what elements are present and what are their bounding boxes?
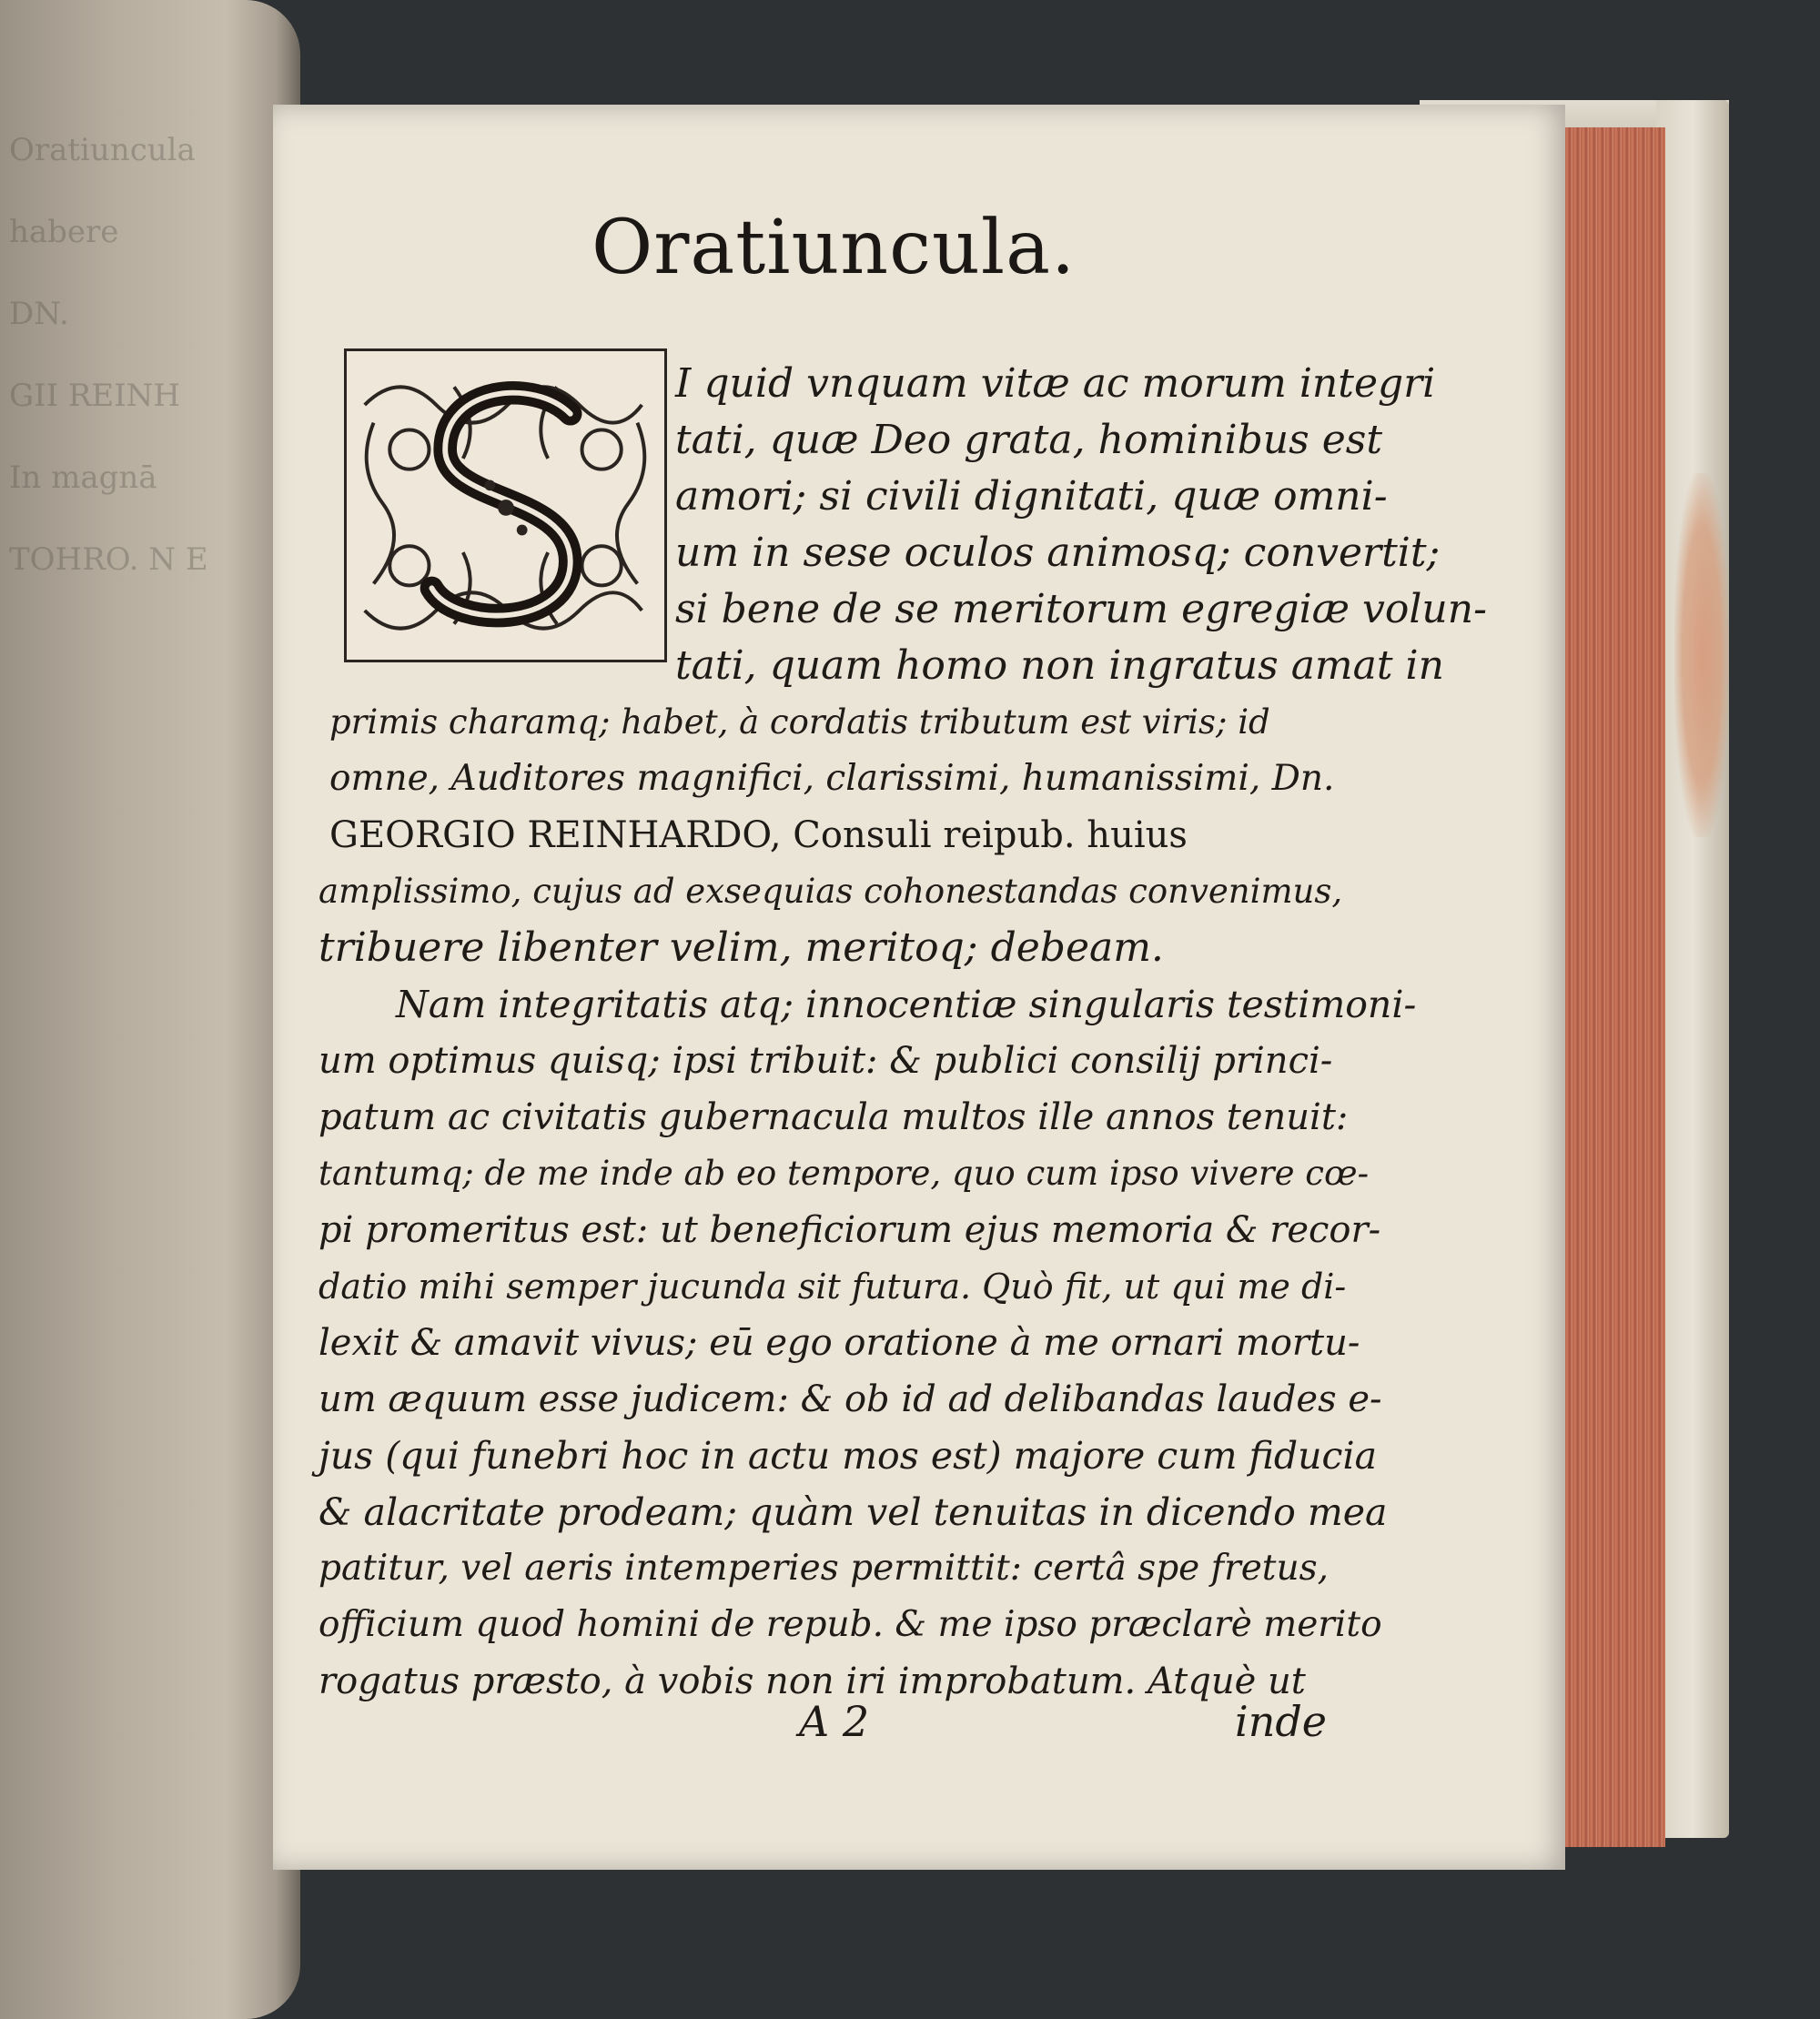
text-line: amori; si civili dignitati, quæ omni- <box>675 473 1388 520</box>
ghost-line: GII REINH <box>9 378 181 414</box>
text-line: GEORGIO REINHARDO, Consuli reipub. huius <box>329 814 1188 856</box>
ornamental-initial-icon <box>347 351 664 660</box>
signature-mark: A 2 <box>799 1697 870 1746</box>
facing-left-page <box>0 0 300 2019</box>
text-line: I quid vnquam vitæ ac morum integri <box>675 360 1436 407</box>
cover-stain <box>1674 473 1729 837</box>
text-line: amplissimo, cujus ad exsequias cohonestandas convenimus, <box>318 872 1343 911</box>
text-line: datio mihi semper jucunda sit futura. Quò fit, ut qui me di- <box>318 1267 1347 1307</box>
text-line: um optimus quisq; ipsi tribuit: & publici consilij princi- <box>318 1040 1333 1082</box>
text-line: tati, quæ Deo grata, hominibus est <box>675 417 1383 463</box>
page-title: Oratiuncula. <box>592 205 1077 291</box>
text-line: pi promeritus est: ut beneficiorum ejus memoria & recor- <box>318 1209 1381 1251</box>
text-line: rogatus præsto, à vobis non iri improbatum. Atquè ut <box>318 1661 1306 1702</box>
catchword: inde <box>1235 1697 1328 1746</box>
text-line: officium quod homini de repub. & me ipso præclarè merito <box>318 1604 1382 1645</box>
text-line: patitur, vel aeris intemperies permittit: certâ spe fretus, <box>318 1548 1329 1589</box>
text-line: si bene de se meritorum egregiæ volun- <box>675 586 1487 632</box>
text-line: tantumq; de me inde ab eo tempore, quo cum ipso vivere cœ- <box>318 1154 1370 1193</box>
ghost-line: Oratiuncula <box>9 132 196 168</box>
decorated-initial <box>344 348 667 662</box>
text-line: patum ac civitatis gubernacula multos ille annos tenuit: <box>318 1096 1349 1138</box>
text-line: um in sese oculos animosq; convertit; <box>675 530 1441 576</box>
text-line: & alacritate prodeam; quàm vel tenuitas in dicendo mea <box>318 1490 1388 1534</box>
text-line: Nam integritatis atq; innocentiæ singularis testimoni- <box>396 983 1417 1026</box>
ghost-line: In magnā <box>9 459 157 496</box>
text-line: tribuere libenter velim, meritoq; debeam. <box>318 924 1164 971</box>
text-line: um æquum esse judicem: & ob id ad delibandas laudes e- <box>318 1378 1382 1420</box>
ghost-line: TOHRO. N E <box>9 541 208 578</box>
bleed-through-text <box>9 109 282 1656</box>
text-line: tati, quam homo non ingratus amat in <box>675 642 1444 689</box>
text-line: primis charamq; habet, à cordatis tributum est viris; id <box>329 702 1270 742</box>
ghost-line: habere <box>9 214 119 250</box>
text-line: jus (qui funebri hoc in actu mos est) majore cum fiducia <box>318 1434 1378 1478</box>
ghost-line: DN. <box>9 296 69 332</box>
text-line: omne, Auditores magnifici, clarissimi, humanissimi, Dn. <box>329 758 1335 799</box>
page-block-edge <box>1556 127 1665 1847</box>
book-cover <box>1656 100 1729 1838</box>
text-line: lexit & amavit vivus; eū ego oratione à me ornari mortu- <box>318 1322 1360 1364</box>
